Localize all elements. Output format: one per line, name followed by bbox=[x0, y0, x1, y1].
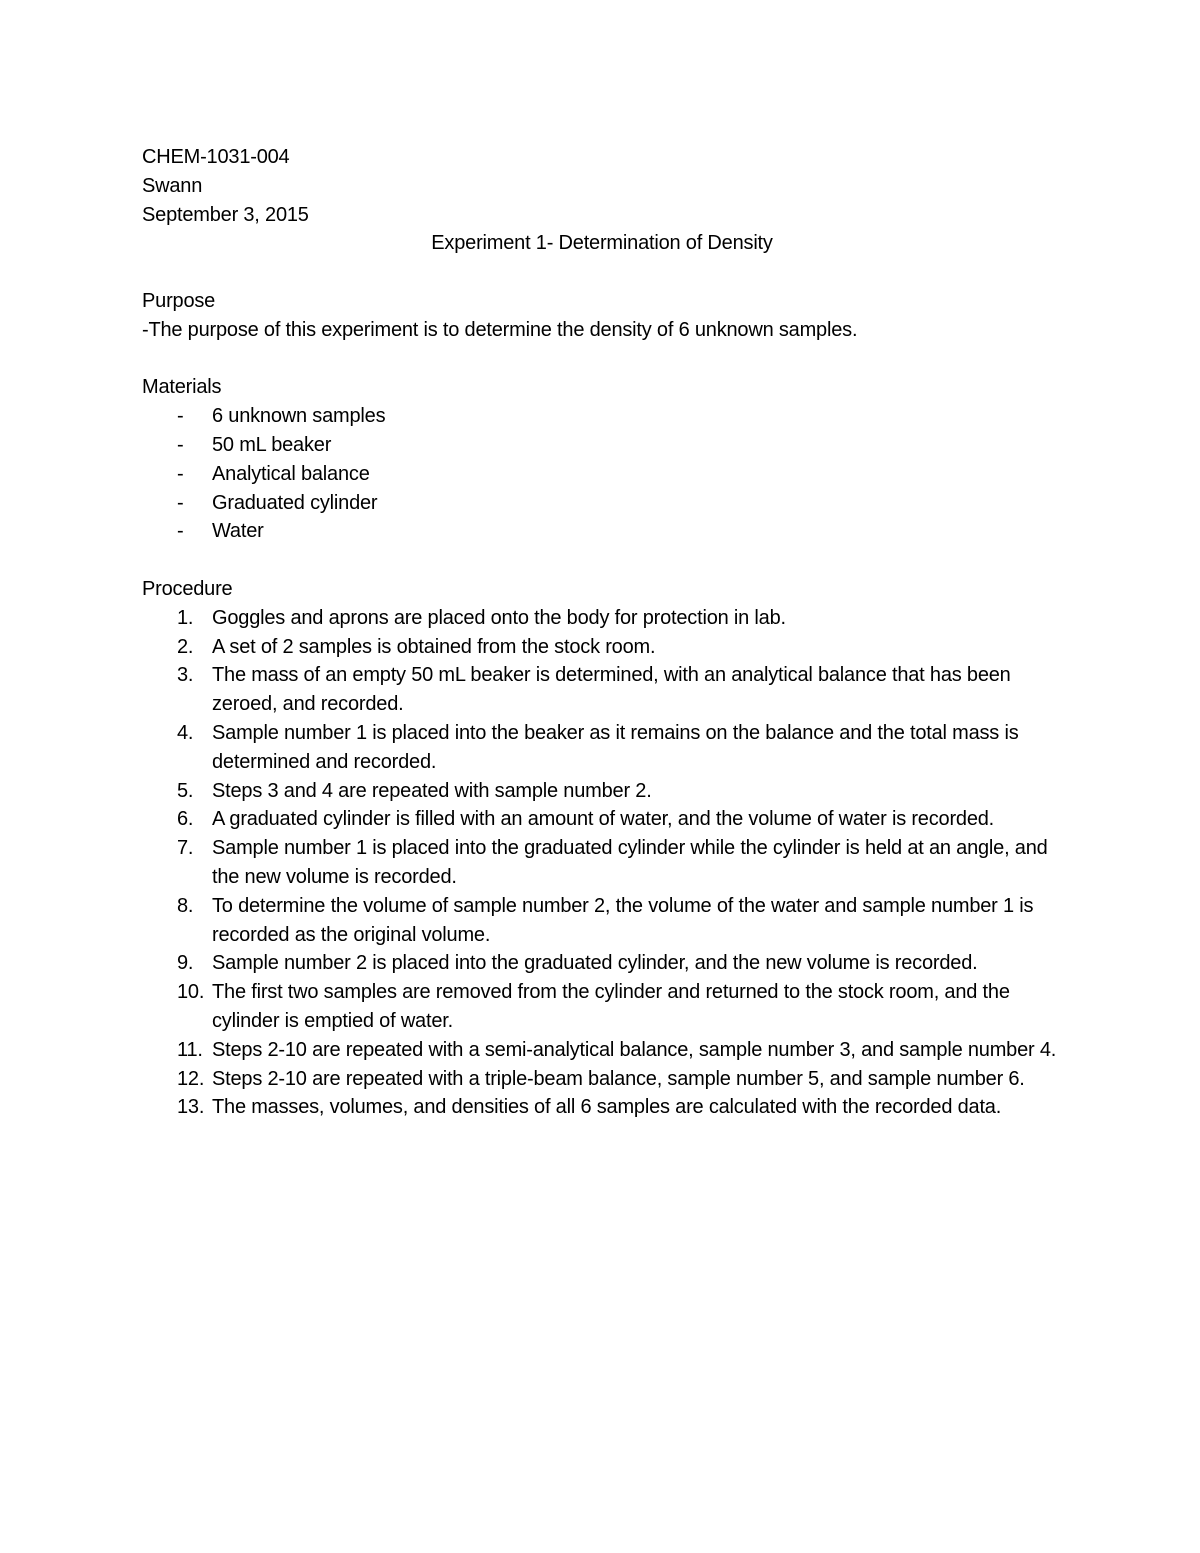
procedure-step bbox=[142, 604, 1062, 633]
material-label: 50 mL beaker bbox=[212, 433, 332, 456]
procedure-step bbox=[142, 949, 1062, 978]
materials-heading: Materials bbox=[142, 376, 222, 399]
step-number: 7. bbox=[177, 837, 194, 860]
list-item bbox=[142, 517, 1062, 546]
spacer bbox=[142, 345, 1062, 374]
material-label: Analytical balance bbox=[212, 462, 370, 485]
purpose-heading: Purpose bbox=[142, 289, 216, 312]
materials-list bbox=[142, 402, 1062, 546]
step-text: Steps 2-10 are repeated with a semi-analytical balance, sample number 3, and sample number 4. bbox=[212, 1038, 1057, 1061]
step-text: A set of 2 samples is obtained from the stock room. bbox=[212, 635, 656, 658]
step-number: 10. bbox=[177, 981, 205, 1004]
procedure-step bbox=[142, 633, 1062, 662]
step-text: Sample number 1 is placed into the beaker as it remains on the balance and the total mass is determined and recorded. bbox=[212, 721, 1019, 773]
step-text: The mass of an empty 50 mL beaker is determined, with an analytical balance that has been zeroed, and recorded. bbox=[212, 664, 1011, 716]
procedure-step bbox=[142, 1036, 1062, 1065]
procedure-list bbox=[142, 604, 1062, 1122]
step-text: Steps 2-10 are repeated with a triple-beam balance, sample number 5, and sample number 6. bbox=[212, 1067, 1025, 1090]
bullet-dash: - bbox=[177, 462, 184, 485]
procedure-heading: Procedure bbox=[142, 577, 233, 600]
step-number: 12. bbox=[177, 1067, 205, 1090]
step-text: Steps 3 and 4 are repeated with sample number 2. bbox=[212, 779, 652, 802]
procedure-step bbox=[142, 834, 1062, 892]
step-text: A graduated cylinder is filled with an amount of water, and the volume of water is recorded. bbox=[212, 808, 995, 831]
procedure-step bbox=[142, 661, 1062, 719]
step-number: 8. bbox=[177, 894, 194, 917]
step-number: 11. bbox=[177, 1038, 203, 1061]
step-number: 1. bbox=[177, 606, 194, 629]
step-text: The first two samples are removed from the cylinder and returned to the stock room, and the cylinder is emptied of water. bbox=[212, 981, 1010, 1032]
procedure-step bbox=[142, 1065, 1062, 1094]
procedure-step bbox=[142, 978, 1062, 1036]
bullet-dash: - bbox=[177, 520, 184, 543]
procedure-step bbox=[142, 1093, 1062, 1122]
step-number: 5. bbox=[177, 779, 194, 802]
step-text: Goggles and aprons are placed onto the body for protection in lab. bbox=[212, 606, 786, 629]
bullet-dash: - bbox=[177, 491, 184, 514]
step-text: The masses, volumes, and densities of all 6 samples are calculated with the recorded data. bbox=[212, 1096, 1002, 1119]
author-name: Swann bbox=[142, 174, 203, 197]
step-text: Sample number 2 is placed into the graduated cylinder, and the new volume is recorded. bbox=[212, 952, 978, 975]
bullet-dash: - bbox=[177, 405, 184, 428]
material-label: Graduated cylinder bbox=[212, 491, 378, 514]
procedure-step bbox=[142, 777, 1062, 806]
procedure-step bbox=[142, 805, 1062, 834]
list-item bbox=[142, 402, 1062, 431]
document-date: September 3, 2015 bbox=[142, 203, 309, 226]
bullet-dash: - bbox=[177, 433, 184, 456]
list-item bbox=[142, 431, 1062, 460]
step-number: 3. bbox=[177, 664, 194, 687]
procedure-step bbox=[142, 892, 1062, 950]
spacer bbox=[142, 546, 1062, 575]
list-item bbox=[142, 489, 1062, 518]
step-number: 6. bbox=[177, 808, 194, 831]
material-label: Water bbox=[212, 520, 264, 543]
step-text: To determine the volume of sample number 2, the volume of the water and sample number 1 is recorded as the original volume. bbox=[212, 894, 1034, 946]
spacer bbox=[142, 258, 1062, 287]
step-number: 9. bbox=[177, 952, 194, 975]
step-number: 4. bbox=[177, 721, 194, 744]
procedure-step bbox=[142, 719, 1062, 777]
purpose-text: -The purpose of this experiment is to determine the density of 6 unknown samples. bbox=[142, 318, 858, 341]
course-code: CHEM-1031-004 bbox=[142, 146, 290, 168]
step-text: Sample number 1 is placed into the graduated cylinder while the cylinder is held at an angle, and the new volume is recorded. bbox=[212, 837, 1048, 888]
step-number: 2. bbox=[177, 635, 194, 658]
document-body bbox=[142, 143, 1062, 1122]
list-item bbox=[142, 460, 1062, 489]
step-number: 13. bbox=[177, 1096, 205, 1119]
material-label: 6 unknown samples bbox=[212, 405, 386, 428]
document-title: Experiment 1- Determination of Density bbox=[431, 232, 773, 255]
